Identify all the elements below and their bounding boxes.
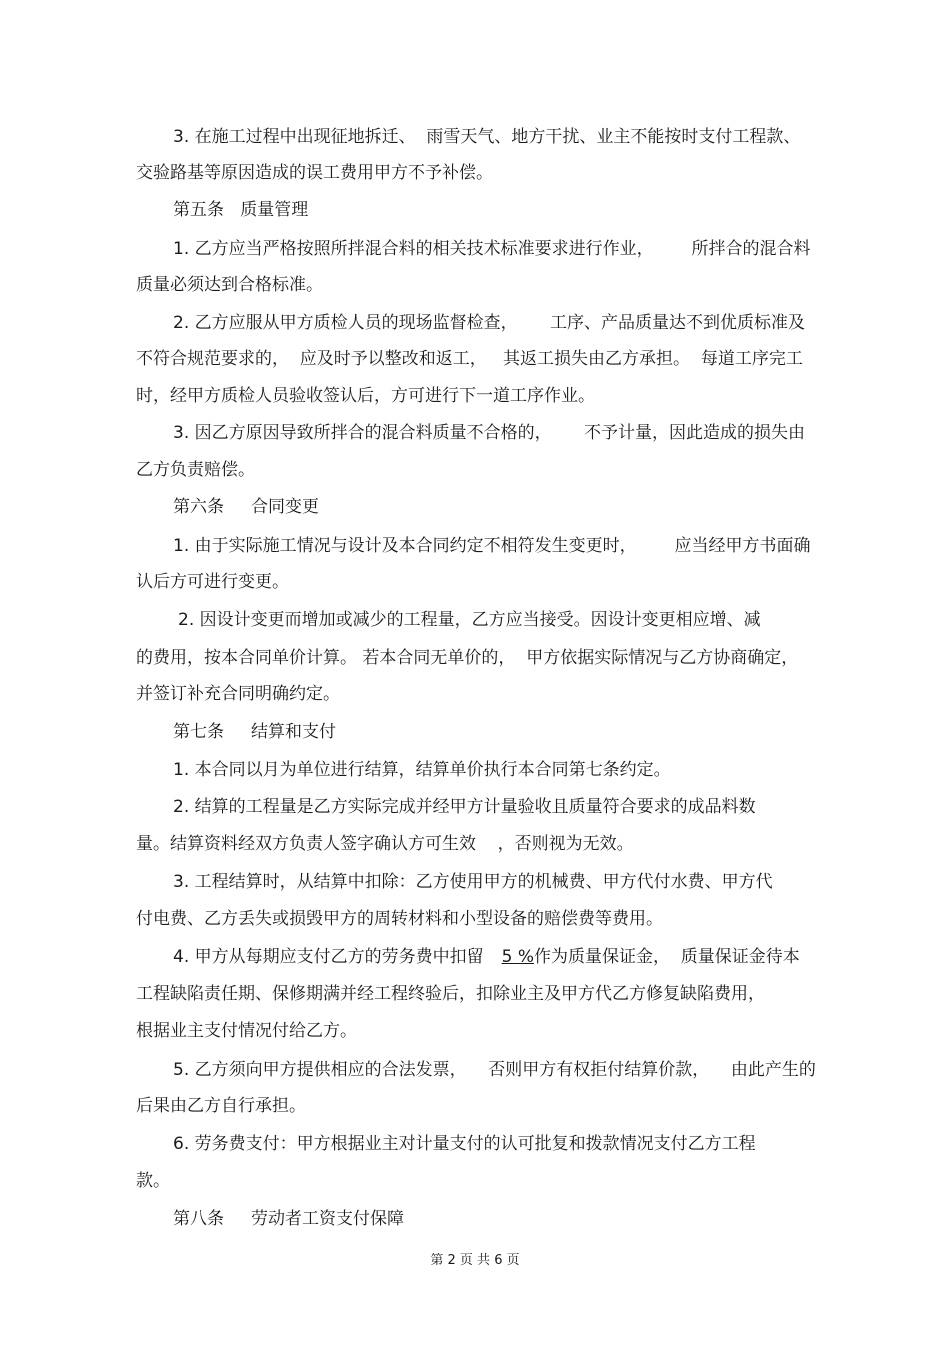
section-heading: 第五条 质量管理	[173, 200, 309, 220]
paragraph-line: 认后方可进行变更。	[136, 572, 289, 592]
paragraph-line	[173, 946, 800, 968]
section-heading: 第七条 结算和支付	[173, 722, 337, 742]
page-footer: 第 2 页 共 6 页	[430, 1253, 520, 1268]
paragraph-line: 后果由乙方自行承担。	[136, 1096, 306, 1116]
paragraph-line: 的费用，按本合同单价计算。 若本合同无单价的， 甲方依据实际情况与乙方协商确定，	[136, 648, 799, 668]
paragraph-line: 质量必须达到合格标准。	[136, 275, 323, 295]
paragraph-line: 不符合规范要求的， 应及时予以整改和返工， 其返工损失由乙方承担。 每道工序完工	[136, 349, 803, 369]
retention-percentage: 5 %	[501, 947, 534, 967]
paragraph-line: 时，经甲方质检人员验收签认后，方可进行下一道工序作业。	[136, 386, 595, 406]
section-heading: 第六条 合同变更	[173, 497, 320, 517]
paragraph-line: 2. 因设计变更而增加或减少的工程量，乙方应当接受。因设计变更相应增、减	[178, 610, 761, 630]
paragraph-line: 付电费、乙方丢失或损毁甲方的周转材料和小型设备的赔偿费等费用。	[136, 909, 663, 929]
paragraph-line: 工程缺陷责任期、保修期满并经工程终验后，扣除业主及甲方代乙方修复缺陷费用，	[136, 984, 765, 1004]
paragraph-line: 交验路基等原因造成的误工费用甲方不予补偿。	[136, 163, 493, 183]
paragraph-line: 3. 因乙方原因导致所拌合的混合料质量不合格的， 不予计量，因此造成的损失由	[173, 423, 806, 443]
paragraph-text: 4. 甲方从每期应支付乙方的劳务费中扣留	[173, 947, 484, 967]
paragraph-line: 款。	[136, 1171, 170, 1191]
paragraph-line: 2. 结算的工程量是乙方实际完成并经甲方计量验收且质量符合要求的成品料数	[173, 797, 756, 817]
paragraph-line: 1. 由于实际施工情况与设计及本合同约定不相符发生变更时， 应当经甲方书面确	[173, 536, 811, 556]
paragraph-line: 6. 劳务费支付：甲方根据业主对计量支付的认可批复和拨款情况支付乙方工程	[173, 1134, 756, 1154]
paragraph-line: 5. 乙方须向甲方提供相应的合法发票， 否则甲方有权拒付结算价款， 由此产生的	[173, 1060, 816, 1080]
paragraph-line: 1. 本合同以月为单位进行结算，结算单价执行本合同第七条约定。	[173, 760, 671, 780]
paragraph-line: 量。结算资料经双方负责人签字确认方可生效 ，否则视为无效。	[136, 834, 634, 854]
section-heading: 第八条 劳动者工资支付保障	[173, 1209, 405, 1229]
paragraph-line: 2. 乙方应服从甲方质检人员的现场监督检查， 工序、产品质量达不到优质标准及	[173, 313, 806, 333]
paragraph-line: 根据业主支付情况付给乙方。	[136, 1021, 357, 1041]
paragraph-line: 3. 工程结算时，从结算中扣除：乙方使用甲方的机械费、甲方代付水费、甲方代	[173, 872, 773, 892]
paragraph-line: 3. 在施工过程中出现征地拆迁、 雨雪天气、地方干扰、业主不能按时支付工程款、	[173, 127, 801, 147]
paragraph-line: 1. 乙方应当严格按照所拌混合料的相关技术标准要求进行作业， 所拌合的混合料	[173, 239, 811, 259]
paragraph-line: 乙方负责赔偿。	[136, 460, 255, 480]
paragraph-line: 并签订补充合同明确约定。	[136, 684, 340, 704]
paragraph-text: 作为质量保证金， 质量保证金待本	[534, 947, 800, 967]
